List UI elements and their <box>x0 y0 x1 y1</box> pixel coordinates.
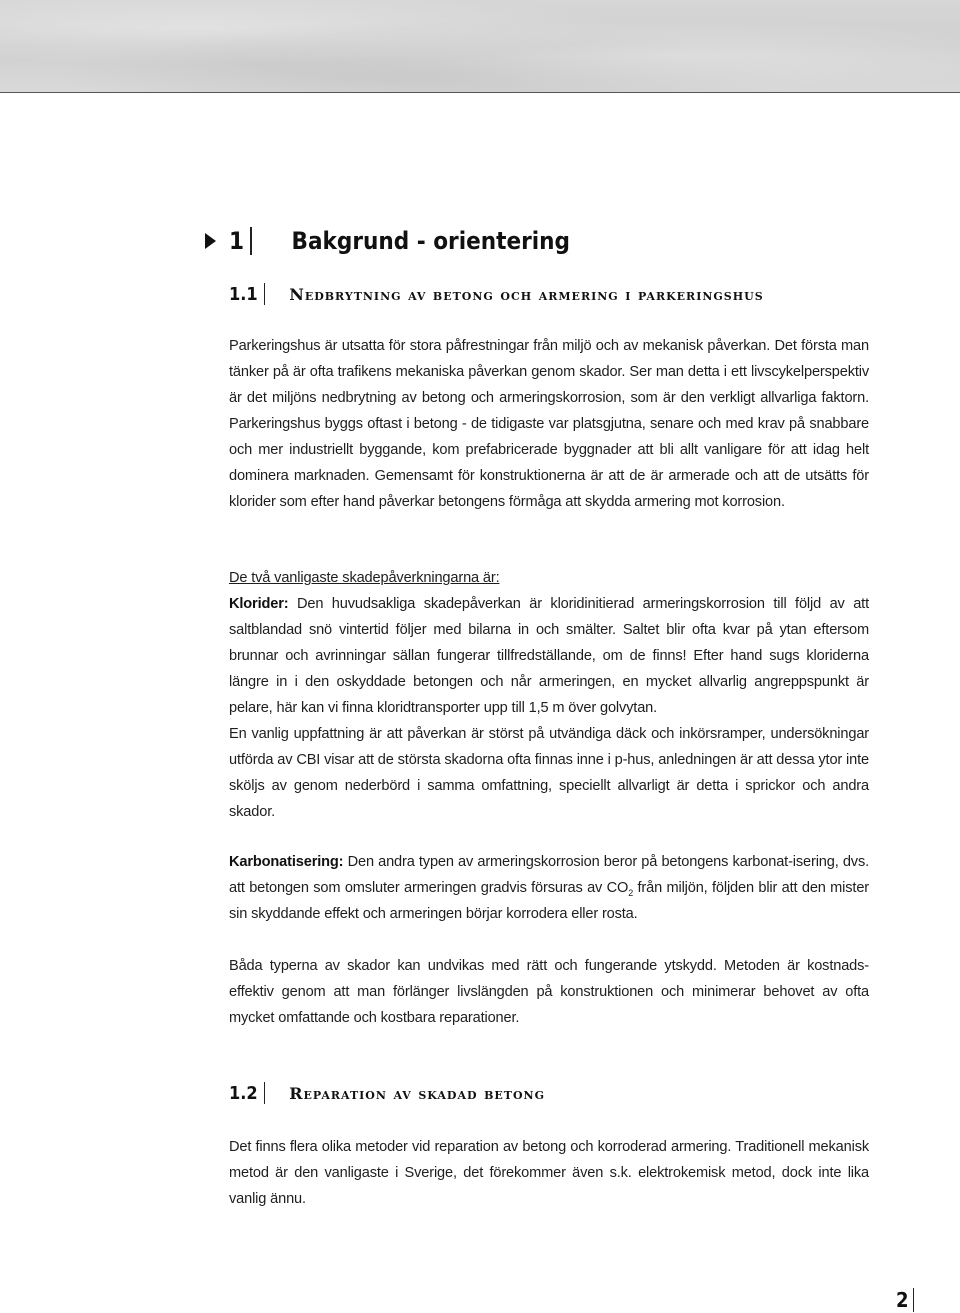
subsection-title: Nedbrytning av betong och armering i parkeringshus <box>289 284 764 304</box>
karb-subscript: 2 <box>628 888 634 898</box>
klorider-paragraph <box>229 591 869 721</box>
section-heading-1 <box>205 224 570 258</box>
body-paragraph-both <box>229 953 869 1031</box>
divider-bar <box>250 227 252 255</box>
paragraph-text: Det finns flera olika metoder vid reparation av betong och korroderad armering. Traditionell mekanisk metod är den vanligaste i Sverige, det förekommer även s.k. elektrokemisk metod, dock inte lika vanlig ännu. <box>229 1139 869 1207</box>
section-number: 1 <box>229 227 245 255</box>
klorider-label: Klorider: <box>229 596 289 612</box>
divider-bar <box>264 1082 266 1104</box>
karb-text-a: Den andra typen av armeringskorrosion beror på betongens karbonat-isering, dvs. att betongen som omsluter armeringen gradvis försuras av CO <box>229 854 869 896</box>
subsection-title: Reparation av skadad betong <box>289 1083 546 1103</box>
klorider-text: Den huvudsakliga skadepåverkan är kloridinitierad armeringskorrosion till följd av att saltblandad snö vintertid följer med bilarna in och smälter. Saltet blir ofta kvar på ytan eftersom brunnar och avrinningar sällan fungerar tillfredställande, om de finns! Efter hand sugs kloriderna längre in i den oskyddade betongen och når armeringen, en mycket allvarlig angreppspunkt är pelare, här kan vi finna kloridtransporter upp till 1,5 m över golvytan. <box>229 596 869 716</box>
paragraph-text: Parkeringshus är utsatta för stora påfrestningar från miljö och av mekanisk påverkan. Det första man tänker på är ofta trafikens mekaniska påverkan genom skador. Ser man detta i ett livscykelperspektiv är det miljöns nedbrytning av betong och armeringskorrosion, som är den verkligt allvarliga faktorn. Parkeringshus byggs oftast i betong - de tidigaste var platsgjutna, senare och med krav på snabbare och mer industriellt byggande, kom prefabricerade byggnader att bli allt vanligare för att idag helt dominera marknaden. Gemensamt för konstruktionerna är att de är armerade och att de utsätts för klorider som efter hand påverkar betongens förmåga att skydda armering mot korrosion. <box>229 338 869 510</box>
subsection-heading-1-1 <box>229 282 764 306</box>
body-paragraph-karbonatisering <box>229 849 869 927</box>
subsection-heading-1-2 <box>229 1081 545 1105</box>
header-banner <box>0 0 960 93</box>
subsection-number: 1.1 <box>229 283 258 305</box>
karb-label: Karbonatisering: <box>229 854 344 870</box>
paragraph-text: Båda typerna av skador kan undvikas med rätt och fungerande ytskydd. Metoden är kostnads-effektiv genom att man förlänger livslängden på konstruktionen och minimerar behovet av ofta mycket omfattande och kostbara reparationer. <box>229 958 869 1026</box>
body-paragraph-reparation <box>229 1134 869 1212</box>
triangle-marker-icon <box>205 233 216 249</box>
page-number <box>896 1287 914 1313</box>
divider-bar <box>913 1288 915 1312</box>
section-title: Bakgrund - orientering <box>291 227 570 255</box>
body-paragraph-intro <box>229 333 869 515</box>
page-number-text: 2 <box>896 1288 909 1312</box>
divider-bar <box>264 283 266 305</box>
karb-paragraph <box>229 849 869 927</box>
lead-line: De två vanligaste skadepåverkningarna är: <box>229 570 500 586</box>
karb-text-b: från miljön, följden blir att den mister sin skyddande effekt och armeringen börjar korrodera eller rosta. <box>229 880 869 922</box>
subsection-number: 1.2 <box>229 1082 258 1104</box>
body-paragraph-klorider <box>229 565 869 825</box>
klorider-paragraph-2: En vanlig uppfattning är att påverkan är störst på utvändiga däck och inkörsramper, undersökningar utförda av CBI visar att de största skadorna ofta finnas inne i p-hus, anledningen är att dessa ytor inte sköljs av genom nederbörd i samma omfattning, speciellt allvarligt är detta i sprickor och andra skador. <box>229 726 869 820</box>
